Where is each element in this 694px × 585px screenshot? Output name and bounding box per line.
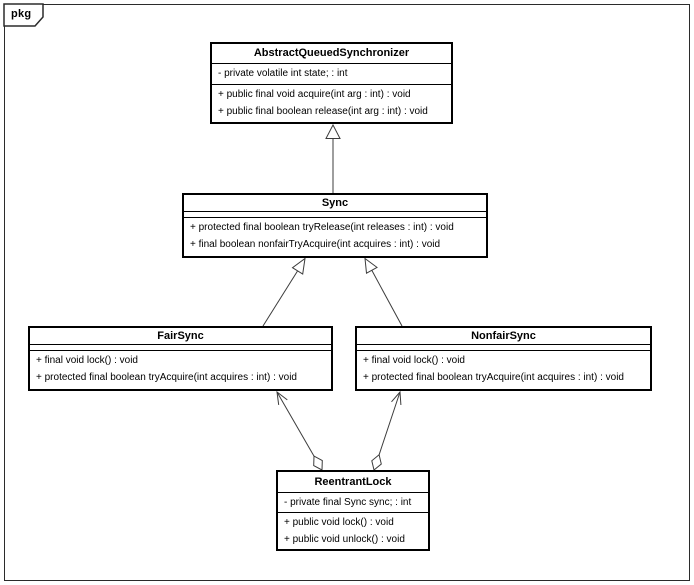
class-method: + final boolean nonfairTryAcquire(int acquires : int) : void bbox=[190, 239, 441, 250]
aggregation-reentrantlock-to-nonfairsync[interactable] bbox=[372, 392, 401, 470]
class-method: + final void lock() : void bbox=[363, 355, 465, 366]
class-name: NonfairSync bbox=[357, 328, 650, 345]
generalization-sync-to-abstractqueuedsynchronizer[interactable] bbox=[326, 125, 340, 193]
package-tab-label: pkg bbox=[11, 8, 32, 20]
class-box-fairsync[interactable] bbox=[28, 326, 333, 391]
class-method: + protected final boolean tryAcquire(int acquires : int) : void bbox=[363, 372, 624, 383]
class-name: Sync bbox=[184, 195, 486, 212]
generalization-fairsync-to-sync[interactable] bbox=[263, 259, 305, 327]
class-method: + protected final boolean tryAcquire(int acquires : int) : void bbox=[36, 372, 297, 383]
class-box-nonfairsync[interactable] bbox=[355, 326, 652, 391]
class-box-abstractqueuedsynchronizer[interactable] bbox=[210, 42, 453, 124]
aggregation-reentrantlock-to-fairsync[interactable] bbox=[277, 392, 322, 470]
class-method: + public void unlock() : void bbox=[284, 534, 405, 545]
class-name: FairSync bbox=[30, 328, 331, 345]
class-method: + public final void acquire(int arg : int) : void bbox=[218, 89, 411, 100]
class-attribute: - private final Sync sync; : int bbox=[284, 497, 412, 508]
class-method: + public void lock() : void bbox=[284, 517, 394, 528]
class-box-sync[interactable] bbox=[182, 193, 488, 258]
class-method: + protected final boolean tryRelease(int releases : int) : void bbox=[190, 222, 454, 233]
generalization-nonfairsync-to-sync[interactable] bbox=[365, 259, 402, 327]
class-box-reentrantlock[interactable] bbox=[276, 470, 430, 551]
class-attribute: - private volatile int state; : int bbox=[218, 68, 348, 79]
class-method: + public final boolean release(int arg : int) : void bbox=[218, 106, 428, 117]
class-name: ReentrantLock bbox=[278, 472, 428, 493]
class-method: + final void lock() : void bbox=[36, 355, 138, 366]
class-name: AbstractQueuedSynchronizer bbox=[212, 44, 451, 64]
